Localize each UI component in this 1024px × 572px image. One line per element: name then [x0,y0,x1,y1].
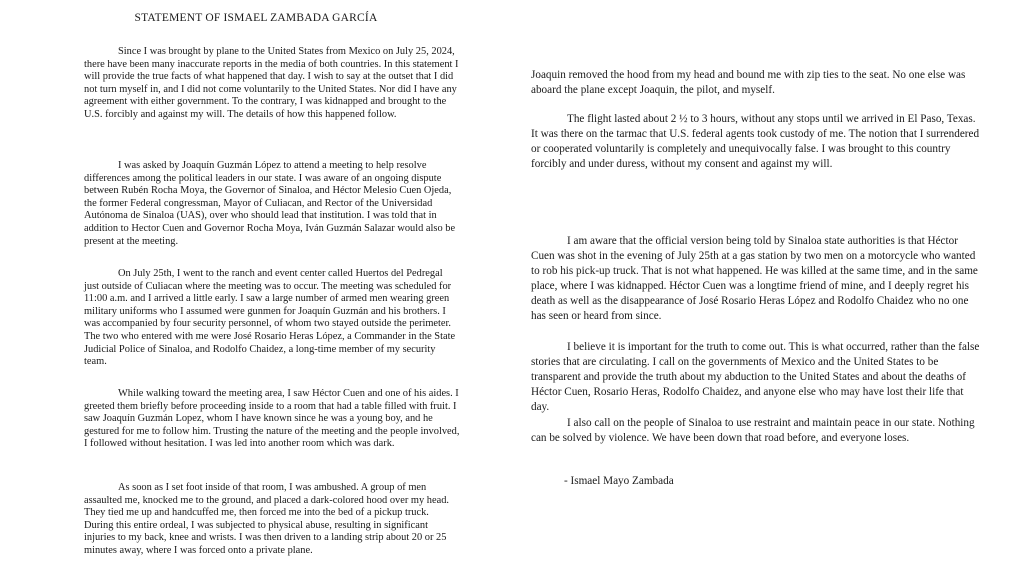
paragraph-official-version: I am aware that the official version being told by Sinaloa state authorities is that Héctor Cuen was shot in the evening of July 25th at a gas station by two men on a motorcycle who wanted to rob his pick-up truck. That is not what happened. He was killed at the same time, and in the same place, where I was kidnapped. Héctor Cuen was a longtime friend of mine, and I deeply regret his death as well as the disappearance of José Rosario Heras López and Rodolfo Chaidez who no one has seen or heard from since. [531,235,978,322]
paragraph-flight: The flight lasted about 2 ½ to 3 hours, without any stops until we arrived in El Paso, Texas. It was there on the tarmac that U.S. federal agents took custody of me. The notion that I surrendered or cooperated voluntarily is completely and unequivocally false. I was brought to this country forcibly and under duress, without my consent and against my will. [531,113,980,170]
paragraph-hood-removed: Joaquin removed the hood from my head and bound me with zip ties to the seat. No one else was aboard the plane except Joaquin, the pilot, and myself. [531,69,966,96]
paragraph-walking: While walking toward the meeting area, I saw Héctor Cuen and one of his aides. I greeted them briefly before proceeding inside to a room that had a table filled with fruit. I saw Joaquín Guzmán Lopez, whom I have known since he was a young boy, and he gestured for me to follow him. Trusting the nature of the meeting and the people involved, I followed without hesitation. I was led into another room which was dark. [84,388,460,450]
signature: - Ismael Mayo Zambada [564,475,674,487]
paragraph-intro: Since I was brought by plane to the United States from Mexico on July 25, 2024, there have been many inaccurate reports in the media of both countries. In this statement I will provide the true facts of what happened that day. I wish to say at the outset that I did not turn myself in, and I did not come voluntarily to the United States. Nor did I have any agreement with either government. To the contrary, I was kidnapped and brought to the U.S. forcibly and against my will. The details of how this happened follow. [84,46,459,120]
page-right [512,0,1024,572]
paragraph-call-sinaloa: I also call on the people of Sinaloa to use restraint and maintain peace in our state. Nothing can be solved by violence. We have been down that road before, and everyone loses. [531,417,975,444]
paragraph-july-25: On July 25th, I went to the ranch and event center called Huertos del Pedregal just outside of Culiacan where the meeting was to occur. The meeting was scheduled for 11:00 a.m. and I arrived a little early. I saw a large number of armed men wearing green military uniforms who I assumed were gunmen for Joaquín Guzmán and his brothers. I was accompanied by four security personnel, of whom two stayed outside the perimeter. The two who entered with me were José Rosario Heras López, a Commander in the State Judicial Police of Sinaloa, and Rodolfo Chaidez, a long-time member of my security team. [84,268,456,368]
paragraph-ambush: As soon as I set foot inside of that room, I was ambushed. A group of men assaulted me, knocked me to the ground, and placed a dark-colored hood over my head. They tied me up and handcuffed me, then forced me into the bed of a pickup truck. During this entire ordeal, I was subjected to physical abuse, resulting in significant injuries to my back, knee and wrists. I was then driven to a landing strip about 20 or 25 minutes away, where I was forced onto a private plane. [84,482,449,556]
paragraph-meeting-request: I was asked by Joaquín Guzmán López to attend a meeting to help resolve differences among the political leaders in our state. I was aware of an ongoing dispute between Rubén Rocha Moya, the Governor of Sinaloa, and Héctor Melesio Cuen Ojeda, the former Federal congressman, Mayor of Culiacan, and Rector of the Universidad Autónoma de Sinaloa (UAS), over who should lead that institution. I was told that in addition to Hector Cuen and Governor Rocha Moya, Iván Guzmán Salazar would also be present at the meeting. [84,160,456,247]
paragraph-truth: I believe it is important for the truth to come out. This is what occurred, rather than the false stories that are circulating. I call on the governments of Mexico and the United States to be transparent and provide the truth about my abduction to the United States and about the deaths of Héctor Cuen, Rosario Heras, Rodolfo Chaidez, and anyone else who may have lost their life that day. [531,341,980,413]
statement-title: STATEMENT OF ISMAEL ZAMBADA GARCÍA [134,12,378,24]
